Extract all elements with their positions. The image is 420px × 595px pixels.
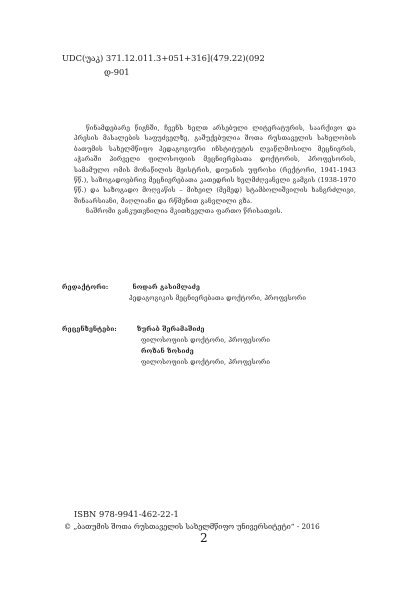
reviewer-2-name: როზან ზოსიძე xyxy=(141,348,194,355)
annotation-text xyxy=(74,124,356,218)
annotation-paragraph: წინამდებარე წიგნში, ჩვენს ხელთ არსებული ლიტერატურის, საარქივო და პრესის მასალების საფუძველზე, გაშუქებულია შოთა რუსთაველის სახელობის ბათუმის სახელმწიფო პედაგოგიური ინსტიტუტის ლვაწლმოსილი მეცნიერის, აჭარაში პირველი ფილოსოფიის მეცნიერებათა დოქტორის, პროფესორის, სამამულო ომის მონაწილის მეისტრის, დიუანის უფროსი (რექტორი, 1941-1943 წწ.), საზოგადოებრივ მეცნიერებათა კათედრის ხელმძღვანელი გამგის (1938-1970 წწ.) და საზოგადო მოღვაწის – მიხეილ (მემედ) სტამბოლიშვილის ხანგრძლივი, შინაარსიანი, მაღლიანი და რწმენით განვლილი გზა. xyxy=(74,125,356,205)
annotation-audience: ნაშრომი განკუთვნილია მკითხველთა ფართო წრისათვის. xyxy=(86,208,283,216)
editor-name: ნოდარ გასიმლაძე xyxy=(132,284,200,291)
editor-label: რედაქტორი: xyxy=(62,284,109,291)
page-number: 2 xyxy=(200,531,208,545)
reviewer-1-title: ფილოსოფიის დოქტორი, პროფესორი xyxy=(141,337,271,344)
udc-author-code: დ-901 xyxy=(104,67,130,77)
reviewers-line xyxy=(62,325,205,335)
reviewers-label: რეცენზენტები: xyxy=(62,326,117,333)
reviewer-2-title: ფილოსოფიის დოქტორი, პროფესორი xyxy=(141,359,271,366)
editor-title: პედაგოგიკის მეცნიერებათა დოქტორი, პროფესორი xyxy=(129,295,307,302)
isbn: ISBN 978-9941-462-22-1 xyxy=(74,509,179,519)
copyright: © „ბათუმის შოთა რუსთაველის სახელმწიფო უნივერსიტეტი“ - 2016 xyxy=(64,522,320,531)
editor-line xyxy=(62,283,200,293)
reviewer-1-name: ზურაბ შერამაშიძე xyxy=(137,326,205,333)
udc-classification: UDC(უაკ) 371.12.011.3+051+316](479.22)(092 xyxy=(62,53,265,63)
